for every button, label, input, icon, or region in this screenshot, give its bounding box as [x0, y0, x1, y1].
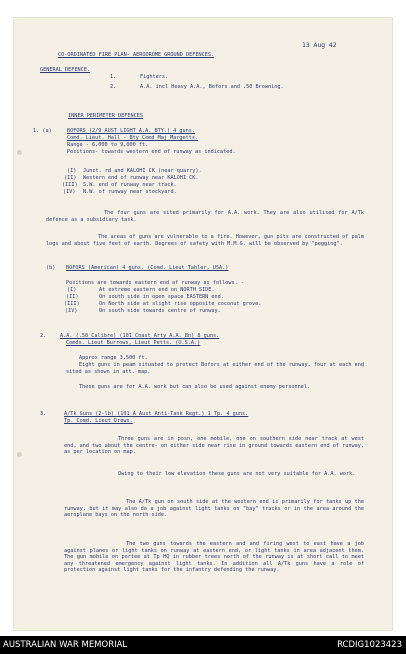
general-item: Fighters.	[140, 74, 169, 80]
document-date: 13 Aug 42	[302, 41, 337, 49]
footer-institution: AUSTRALIAN WAR MEMORIAL	[3, 640, 128, 650]
paragraph: Owing to their low elevation these guns are not very suitable for A.A. work.	[118, 471, 356, 477]
section-header: A.A. (.50 Calibre) (101 Coast Arty A.A. Bn) 8 guns.	[60, 333, 220, 339]
paragraph: These guns are for A.A. work but can also be used against enemy personnel.	[79, 384, 311, 390]
inner-perimeter-heading: INNER PERIMETER DEFENCES	[68, 113, 143, 119]
paragraph: The areas of guns are vulnerable to a fire. However, gun pits are constructed of palm logs and about five feet of earth. Degrees of safety with M.M.G. will be observed by "pegging".	[46, 234, 364, 247]
position-item: Western end of runway near KALOHI CK.	[83, 175, 199, 181]
section-comd: Comds. Lieut Burrows, Lieut Petts. (U.S.A.)	[66, 340, 201, 346]
section-number: (b)	[46, 265, 56, 271]
section-comd: Tp. Comd. Lieut Drews.	[64, 418, 133, 424]
position-item: On North side at slight rise opposite coconut grove.	[99, 301, 262, 307]
section-positions: Positions- towards western end of runway as indicated.	[67, 149, 236, 155]
list-number: (III)	[62, 182, 78, 188]
paragraph: The two guns towards the eastern and and firing west to east have a job against planes or light tanks on runway at eastern end, or light tanks in area adjacent them. The gun mobile on portee at Tp HQ in rubber trees north of the runway is at short call to meet any threatened emergency against light tanks. In addition all A/Tk guns have a role of protection against light tanks for the infantry defending the runway.	[64, 541, 364, 573]
list-number: (IV)	[65, 308, 78, 314]
position-item: S.W. end of runway near track.	[83, 182, 177, 188]
section-number: 1. (a)	[33, 128, 52, 134]
section-intro: Positions are towards eastern end of runway as follows. -	[66, 280, 245, 286]
position-item: N.W. of runway near stockyard.	[83, 189, 177, 195]
section-range: Approx range 3,500 ft.	[79, 355, 148, 361]
list-number: (IV)	[63, 189, 76, 195]
list-number: (I)	[67, 287, 77, 293]
general-defence-heading: GENERAL DEFENCE.	[40, 67, 90, 73]
archive-footer	[0, 636, 406, 654]
document-title: CO-ORDINATED FIRE PLAN- AERODROME GROUND DEFENCES.	[58, 52, 215, 58]
section-header: A/Tk Guns (2-lb) (101 A Aust Anti-Tank Regt.) 1 Tp. 4 guns.	[64, 411, 249, 417]
list-number: (II)	[64, 175, 77, 181]
position-item: At extreme eastern end on NORTH SIDE.	[99, 287, 215, 293]
section-range: Range - 6,000 to 9,000 ft.	[67, 142, 149, 148]
footer-record-id: RCDIG1023423	[337, 640, 402, 650]
position-item: Junct. rd and KALOHI CK (near quarry).	[83, 168, 202, 174]
section-header: BOFORS (2/9 AUST LIGHT A.A. BTY.) 4 guns.	[67, 128, 196, 134]
paragraph: The A/Tk gun on south side at the western end is primarily for tanks up the runway, but it may also do a job against light tanks on "bay" tracks or in the area around the aeroplane bays on the north side.	[64, 499, 364, 518]
paragraph: The four guns are sited primarily for A.A. work. They are also utilised for A/Tk defence as a subsidiary task.	[46, 210, 364, 223]
list-number: (II)	[66, 294, 79, 300]
position-item: On south side in open space EASTERN end.	[99, 294, 224, 300]
section-number: 2.	[40, 333, 47, 339]
list-number: (I)	[67, 168, 77, 174]
section-number: 3.	[40, 411, 47, 417]
paragraph: Eight guns in peam situated to protect Bofors at either end of the runway, four at each end sited as shown in att. map.	[66, 362, 364, 375]
section-header: BOFORS (American) 4 guns. (Comd. Lieut Tabler, USA.)	[66, 265, 229, 271]
general-item: A.A. incl Heavy A.A., Bofors and .50 Browning.	[140, 84, 284, 90]
section-comd: Comd. Lieut. Hall - Bty Comd Maj Margetts.	[67, 135, 199, 141]
list-number: (III)	[64, 301, 80, 307]
paragraph: Three guns are in posn, one mobile, one on southern side near track at west end, and two about the centre- on either side near rise in ground towards eastern end of runway, as per location on map.	[64, 436, 364, 455]
list-number: 2.	[110, 84, 117, 90]
list-number: 1.	[110, 74, 117, 80]
position-item: On south side towards centre of runway.	[99, 308, 221, 314]
